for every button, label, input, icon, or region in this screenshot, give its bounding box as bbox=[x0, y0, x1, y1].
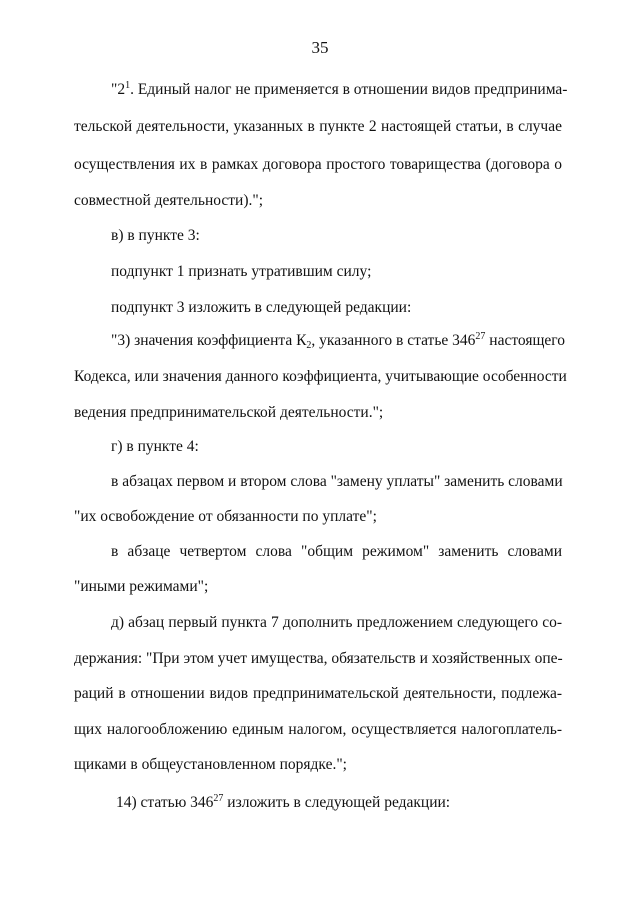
page-number: 35 bbox=[311, 38, 329, 57]
text-line: ведения предпринимательской деятельности."; bbox=[74, 404, 384, 421]
item-g: г) в пункте 4: bbox=[111, 438, 199, 455]
text-line: "их освобождение от обязанности по уплате"; bbox=[74, 508, 377, 525]
text-line: "иными режимами"; bbox=[74, 578, 209, 595]
text-line: в абзаце четвертом слова "общим режимом" заменить словами bbox=[111, 543, 562, 560]
text-line: д) абзац первый пункта 7 дополнить предложением следующего со- bbox=[111, 614, 562, 631]
text-line: щиками в общеустановленном порядке."; bbox=[74, 756, 347, 773]
item-v: в) в пункте 3: bbox=[111, 227, 200, 244]
text-line: щих налогообложению единым налогом, осуществляется налогоплатель- bbox=[74, 721, 562, 738]
text-line: "$2^1$. Единый налог не применяется в отношении видов предпринима- bbox=[111, 80, 568, 98]
text-line: держания: "При этом учет имущества, обязательств и хозяйственных опе- bbox=[74, 650, 563, 667]
text-line: в абзацах первом и втором слова "замену уплаты" заменить словами bbox=[111, 473, 563, 490]
text-line: Кодекса, или значения данного коэффициента, учитывающие особенности bbox=[74, 368, 567, 385]
text-line: раций в отношении видов предпринимательской деятельности, подлежа- bbox=[74, 685, 562, 702]
text-line: тельской деятельности, указанных в пункте 2 настоящей статьи, в случае bbox=[74, 118, 562, 135]
text-line: "3) значения коэффициента $К_2$, указанного в статье $346^{27}$ настоящего bbox=[111, 331, 566, 351]
item-14: 14) статью $346^{27}$ изложить в следующей редакции: bbox=[116, 793, 451, 811]
text-line: осуществления их в рамках договора простого товарищества (договора о bbox=[74, 156, 562, 173]
text-line: совместной деятельности)."; bbox=[74, 192, 264, 209]
subitem-3: подпункт 3 изложить в следующей редакции: bbox=[111, 299, 412, 316]
subitem-1: подпункт 1 признать утратившим силу; bbox=[111, 263, 372, 280]
